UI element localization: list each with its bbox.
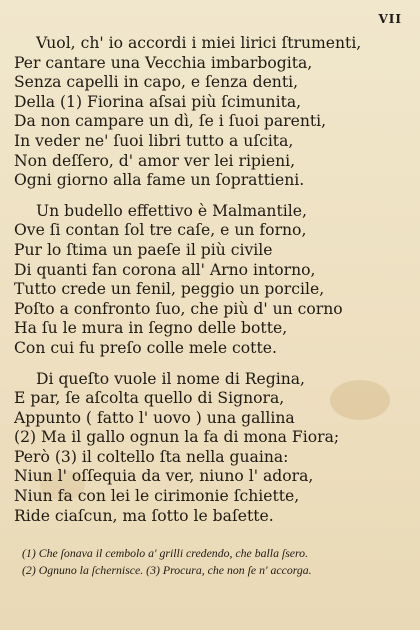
verse-line: Da non campare un dì, ſe i ſuoi parenti, xyxy=(14,112,327,131)
footnotes xyxy=(22,545,402,579)
poem-body xyxy=(14,34,414,537)
footnote: (1) Che ſonava il cembolo a' grilli credendo, che balla ſsero. xyxy=(22,546,309,560)
stanza xyxy=(14,202,414,359)
verse-line: Senza capelli in capo, e ſenza denti, xyxy=(14,73,299,92)
verse-line: Con cui fu preſo colle mele cotte. xyxy=(14,338,277,357)
verse-line: Della (1) Fiorina aſsai più ſcimunita, xyxy=(14,92,302,111)
verse-line: Ha ſu le mura in ſegno delle botte, xyxy=(14,319,288,338)
verse-line: Di quanti fan corona all' Arno intorno, xyxy=(14,260,316,279)
verse-line: Pur lo ſtima un paeſe il più civile xyxy=(14,240,273,259)
verse-line: Vuol, ch' io accordi i miei lirici ſtrumenti, xyxy=(36,34,362,52)
verse-line: Ride ciaſcun, ma ſotto le baſette. xyxy=(14,506,274,525)
page-number: VII xyxy=(378,12,402,26)
verse-line: (2) Ma il gallo ognun la fa di mona Fiora; xyxy=(14,428,340,447)
footnote: (2) Ognuno la ſchernisce. (3) Procura, che non ſe n' accorga. xyxy=(22,563,312,577)
verse-line: In veder ne' ſuoi libri tutto a uſcita, xyxy=(14,131,294,150)
stanza xyxy=(14,370,414,527)
verse-line: Un budello effettivo è Malmantile, xyxy=(36,201,307,220)
verse-line: Ogni giorno alla fame un ſoprattieni. xyxy=(14,171,305,190)
verse-line: Però (3) il coltello ſta nella guaina: xyxy=(14,447,289,466)
verse-line: Di queſto vuole il nome di Regina, xyxy=(36,369,305,388)
verse-line: Per cantare una Vecchia imbarbogita, xyxy=(14,53,313,72)
stanza xyxy=(14,34,414,191)
verse-line: Poſto a confronto ſuo, che più d' un corno xyxy=(14,299,343,318)
verse-line: Tutto crede un fenil, peggio un porcile, xyxy=(14,280,325,299)
verse-line: E par, ſe aſcolta quello di Signora, xyxy=(14,389,285,408)
verse-line: Non deſſero, d' amor ver lei ripieni, xyxy=(14,151,296,170)
verse-line: Niun l' oſſequia da ver, niuno l' adora, xyxy=(14,467,314,486)
verse-line: Niun fa con lei le cirimonie ſchiette, xyxy=(14,487,300,506)
verse-line: Ove ſi contan ſol tre caſe, e un forno, xyxy=(14,221,307,240)
verse-line: Appunto ( fatto l' uovo ) una gallina xyxy=(14,408,295,427)
